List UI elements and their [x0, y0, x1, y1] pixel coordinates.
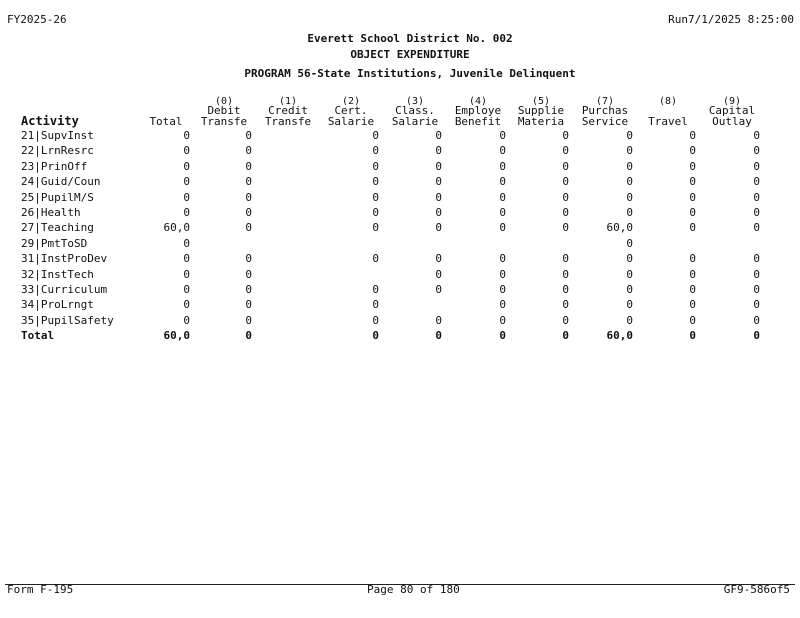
total-cell: 0 — [183, 206, 190, 219]
amount-cell: 0 — [245, 190, 252, 204]
amount-cell: 0 — [689, 129, 696, 142]
amount-cell: 0 — [562, 298, 569, 312]
amount-cell: 0 — [435, 313, 442, 327]
amount-cell: 0 — [499, 129, 506, 142]
amount-cell: 0 — [499, 283, 506, 296]
amount-cell: 0 — [372, 190, 379, 204]
column-number: (8) — [658, 96, 678, 107]
column-number: (3) — [405, 96, 425, 107]
amount-cell: 0 — [562, 283, 569, 296]
amount-cell: 0 — [562, 313, 569, 327]
amount-cell: 0 — [499, 190, 506, 204]
amount-cell: 0 — [245, 298, 252, 312]
activity-label: 34|ProLrngt — [21, 298, 94, 312]
total-cell: 0 — [183, 175, 190, 189]
amount-cell: 0 — [562, 267, 569, 281]
amount-cell: 0 — [435, 283, 442, 296]
amount-cell: 0 — [372, 313, 379, 327]
amount-cell: 0 — [626, 129, 633, 142]
amount-cell: 0 — [435, 252, 442, 266]
amount-cell: 0 — [372, 144, 379, 158]
amount-cell: 0 — [689, 313, 696, 327]
amount-cell: 0 — [689, 283, 696, 296]
total-label: Total — [21, 329, 55, 343]
column-header-line2: Materia — [517, 115, 565, 128]
column-header-line2: Salarie — [327, 115, 375, 128]
amount-cell: 0 — [499, 221, 506, 235]
column-header-line2: Travel — [648, 115, 688, 128]
amount-cell: 0 — [435, 267, 442, 281]
amount-cell: 0 — [562, 129, 569, 142]
amount-cell: 0 — [372, 175, 379, 189]
amount-cell: 0 — [753, 206, 760, 219]
amount-cell: 0 — [435, 329, 442, 343]
column-header-line1: Employe — [454, 104, 502, 117]
amount-cell: 0 — [245, 144, 252, 158]
run-timestamp: Run7/1/2025 8:25:00 — [668, 13, 794, 26]
amount-cell: 0 — [372, 252, 379, 266]
amount-cell: 0 — [626, 175, 633, 189]
amount-cell: 0 — [245, 283, 252, 296]
amount-cell: 0 — [626, 313, 633, 327]
amount-cell: 0 — [753, 175, 760, 189]
amount-cell: 60,0 — [606, 221, 633, 235]
activity-label: 23|PrinOff — [21, 159, 88, 173]
district-title: Everett School District No. 002 — [307, 32, 513, 45]
amount-cell: 0 — [372, 206, 379, 219]
total-cell: 0 — [183, 190, 190, 204]
amount-cell: 0 — [753, 129, 760, 142]
column-header-line2: Salarie — [391, 115, 439, 128]
total-cell: 0 — [183, 267, 190, 281]
amount-cell: 0 — [435, 175, 442, 189]
activity-label: 29|PmtToSD — [21, 236, 88, 250]
amount-cell: 0 — [499, 175, 506, 189]
amount-cell: 0 — [689, 221, 696, 235]
amount-cell: 0 — [499, 267, 506, 281]
activity-label: 35|PupilSafety — [21, 313, 114, 327]
amount-cell: 0 — [753, 283, 760, 296]
column-header-line2: Benefit — [454, 115, 502, 128]
amount-cell: 0 — [499, 252, 506, 266]
amount-cell: 0 — [689, 159, 696, 173]
amount-cell: 0 — [753, 221, 760, 235]
activity-label: 24|Guid/Coun — [21, 175, 101, 189]
amount-cell: 0 — [626, 283, 633, 296]
amount-cell: 0 — [626, 267, 633, 281]
column-header-line2: Service — [581, 115, 629, 128]
amount-cell: 0 — [435, 144, 442, 158]
column-header-line1: Supplie — [517, 104, 565, 117]
activity-label: 27|Teaching — [21, 221, 94, 235]
amount-cell: 0 — [372, 129, 379, 142]
total-cell: 0 — [183, 252, 190, 266]
amount-cell: 0 — [562, 206, 569, 219]
activity-label: 26|Health — [21, 206, 81, 219]
amount-cell: 0 — [435, 206, 442, 219]
amount-cell: 0 — [689, 175, 696, 189]
total-cell: 0 — [183, 129, 190, 142]
amount-cell: 0 — [499, 298, 506, 312]
amount-cell: 0 — [435, 129, 442, 142]
form-code: GF9-586of5 — [723, 583, 790, 596]
column-header-line2: Outlay — [712, 115, 752, 128]
amount-cell: 0 — [626, 144, 633, 158]
amount-cell: 60,0 — [606, 329, 633, 343]
amount-cell: 0 — [753, 190, 760, 204]
amount-cell: 0 — [753, 313, 760, 327]
program-title: PROGRAM 56-State Institutions, Juvenile Delinquent — [244, 67, 576, 80]
column-header-line1: Class. — [395, 104, 435, 117]
amount-cell: 0 — [562, 190, 569, 204]
amount-cell: 0 — [753, 252, 760, 266]
total-cell: 60,0 — [163, 221, 190, 235]
fiscal-year: FY2025-26 — [7, 13, 67, 26]
total-cell: 0 — [183, 283, 190, 296]
amount-cell: 0 — [626, 236, 633, 250]
column-header-line2: Transfe — [200, 115, 248, 128]
amount-cell: 0 — [562, 159, 569, 173]
column-number: (9) — [722, 96, 742, 107]
activity-column-header: Activity — [21, 114, 79, 128]
amount-cell: 0 — [245, 252, 252, 266]
amount-cell: 0 — [626, 159, 633, 173]
amount-cell: 0 — [689, 267, 696, 281]
column-header-line1: Capital — [708, 104, 756, 117]
amount-cell: 0 — [499, 144, 506, 158]
total-cell: 0 — [183, 144, 190, 158]
amount-cell: 0 — [372, 329, 379, 343]
amount-cell: 0 — [245, 221, 252, 235]
column-number: (0) — [214, 96, 234, 107]
amount-cell: 0 — [753, 267, 760, 281]
column-number: (2) — [341, 96, 361, 107]
amount-cell: 0 — [372, 298, 379, 312]
amount-cell: 0 — [245, 267, 252, 281]
amount-cell: 0 — [245, 129, 252, 142]
amount-cell: 0 — [372, 221, 379, 235]
column-header-line1: Credit — [268, 104, 308, 117]
activity-label: 31|InstProDev — [21, 252, 108, 266]
activity-label: 21|SupvInst — [21, 129, 94, 142]
column-header-line1: Cert. — [334, 104, 368, 117]
amount-cell: 0 — [689, 329, 696, 343]
amount-cell: 0 — [689, 144, 696, 158]
amount-cell: 0 — [753, 159, 760, 173]
amount-cell: 0 — [626, 190, 633, 204]
amount-cell: 0 — [562, 252, 569, 266]
amount-cell: 0 — [753, 298, 760, 312]
amount-cell: 0 — [435, 190, 442, 204]
column-number: (7) — [595, 96, 615, 107]
amount-cell: 0 — [499, 313, 506, 327]
amount-cell: 0 — [689, 206, 696, 219]
activity-label: 32|InstTech — [21, 267, 94, 281]
amount-cell: 0 — [753, 329, 760, 343]
amount-cell: 0 — [562, 144, 569, 158]
total-cell: 0 — [183, 236, 190, 250]
page-number: Page 80 of 180 — [367, 583, 460, 596]
total-cell: 0 — [183, 313, 190, 327]
column-number: (1) — [278, 96, 298, 107]
column-number: (5) — [531, 96, 551, 107]
amount-cell: 0 — [562, 221, 569, 235]
total-column-header: Total — [149, 115, 183, 128]
amount-cell: 0 — [689, 298, 696, 312]
form-number: Form F-195 — [7, 583, 74, 596]
amount-cell: 0 — [435, 159, 442, 173]
amount-cell: 0 — [626, 298, 633, 312]
amount-cell: 0 — [689, 190, 696, 204]
amount-cell: 0 — [245, 206, 252, 219]
activity-label: 33|Curriculum — [21, 283, 108, 296]
amount-cell: 0 — [372, 283, 379, 296]
activity-label: 22|LrnResrc — [21, 144, 94, 158]
amount-cell: 0 — [499, 159, 506, 173]
report-title: OBJECT EXPENDITURE — [350, 48, 470, 61]
amount-cell: 0 — [626, 206, 633, 219]
amount-cell: 0 — [372, 159, 379, 173]
amount-cell: 0 — [753, 144, 760, 158]
amount-cell: 0 — [626, 252, 633, 266]
amount-cell: 0 — [245, 313, 252, 327]
amount-cell: 0 — [562, 175, 569, 189]
amount-cell: 0 — [245, 329, 252, 343]
amount-cell: 0 — [499, 206, 506, 219]
amount-cell: 0 — [245, 159, 252, 173]
total-cell: 60,0 — [163, 329, 190, 343]
activity-label: 25|PupilM/S — [21, 190, 94, 204]
column-header-line2: Transfe — [264, 115, 312, 128]
column-header-line1: Purchas — [581, 104, 629, 117]
column-header-line1: Debit — [207, 104, 241, 117]
total-cell: 0 — [183, 159, 190, 173]
amount-cell: 0 — [689, 252, 696, 266]
amount-cell: 0 — [245, 175, 252, 189]
amount-cell: 0 — [562, 329, 569, 343]
total-cell: 0 — [183, 298, 190, 312]
column-number: (4) — [468, 96, 488, 107]
amount-cell: 0 — [435, 221, 442, 235]
amount-cell: 0 — [499, 329, 506, 343]
